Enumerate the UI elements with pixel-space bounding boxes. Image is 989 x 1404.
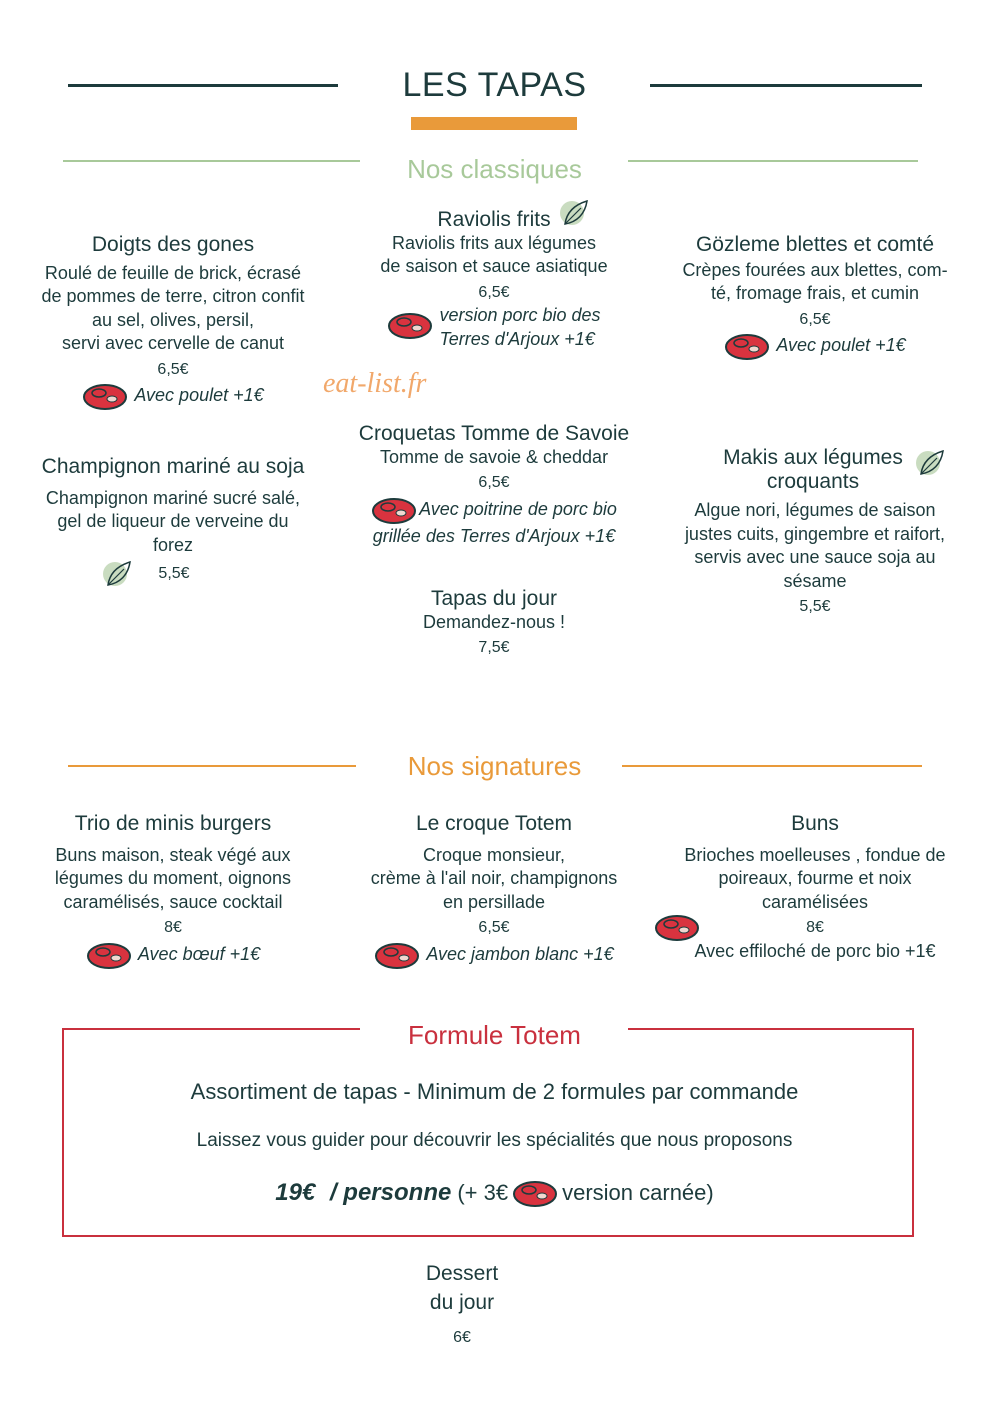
item-buns (660, 812, 970, 963)
item-desc-line: caramélisés, sauce cocktail (63, 891, 283, 912)
item-price: 7,5€ (478, 639, 510, 656)
item-price: 6€ (453, 1329, 471, 1346)
meat-icon (387, 310, 433, 340)
item-name-line: Dessert (425, 1262, 499, 1285)
item-name: Croquetas Tomme de Savoie (358, 422, 630, 445)
option-text: Avec poulet +1€ (776, 335, 906, 356)
option-text: Avec poitrine de porc bio (419, 498, 617, 519)
item-tapas-du-jour (360, 587, 628, 660)
item-desc-line: de pommes de terre, citron confit (41, 286, 305, 306)
item-desc-line: Buns maison, steak végé aux (55, 844, 291, 865)
item-price: 6,5€ (157, 360, 189, 378)
item-option (340, 940, 648, 970)
item-name (660, 446, 970, 493)
item-doigts-des-gones (20, 233, 326, 411)
meat-icon (371, 495, 417, 525)
item-desc-line: Roulé de feuille de brick, écrasé (44, 262, 302, 283)
item-croquetas (340, 422, 648, 548)
classiques-title: Nos classiques (407, 154, 582, 184)
vegetarian-leaf-icon (557, 196, 591, 230)
item-desc-line: Raviolis frits aux légumes (391, 232, 597, 253)
item-price: 8€ (806, 919, 824, 936)
item-desc-line: té, fromage frais, et cumin (710, 283, 920, 303)
formule-extra-open: (+ 3€ (457, 1180, 509, 1205)
item-desc-line: servi avec cervelle de canut (61, 333, 285, 353)
item-croque-totem (340, 812, 648, 970)
option-text: grillée des Terres d'Arjoux +1€ (372, 525, 616, 546)
formule-line1: Assortiment de tapas - Minimum de 2 formules par commande (190, 1079, 799, 1104)
formule-price-row (0, 1178, 989, 1208)
option-text: Avec poulet +1€ (134, 385, 264, 406)
item-price: 8€ (164, 919, 182, 936)
item-desc-line: gel de liqueur de verveine du (57, 511, 289, 531)
option-text: Terres d'Arjoux +1€ (439, 328, 595, 349)
item-desc-line: forez (152, 534, 194, 555)
item-price: 6,5€ (478, 919, 510, 936)
watermark: eat-list.fr (323, 368, 427, 399)
vegetarian-leaf-icon (913, 446, 947, 480)
formule-title: Formule Totem (408, 1020, 581, 1050)
item-desc-line: Crèpes fourées aux blettes, com- (682, 259, 948, 280)
item-option (20, 940, 326, 970)
meat-icon (86, 940, 132, 970)
item-desc-line: Brioches moelleuses , fondue de (684, 844, 946, 865)
option-text: Avec bœuf +1€ (137, 943, 261, 964)
item-desc-line: crème à l'ail noir, champignons (370, 868, 618, 888)
item-desc-line: de saison et sauce asiatique (380, 256, 608, 276)
item-name: Doigts des gones (91, 233, 255, 256)
item-desc-line: Demandez-nous ! (422, 611, 566, 632)
item-price-row (0, 557, 326, 591)
signatures-title: Nos signatures (407, 751, 582, 781)
item-raviolis-frits (360, 208, 628, 351)
item-name: Buns (791, 812, 839, 835)
item-trio-burgers (20, 812, 326, 970)
item-price: 6,5€ (799, 310, 831, 328)
meat-icon (512, 1178, 558, 1208)
meat-icon (654, 912, 700, 942)
item-option (20, 381, 326, 411)
item-desc-line: Tomme de savoie & cheddar (379, 446, 609, 467)
item-name: Gözleme blettes et comté (695, 233, 935, 256)
formule-per: / personne (323, 1179, 452, 1206)
formule-price: 19€ (275, 1179, 316, 1206)
item-desc-line: en persillade (442, 891, 546, 912)
item-name: Le croque Totem (415, 812, 573, 835)
option-text: Avec jambon blanc +1€ (426, 943, 614, 964)
item-desc-line: sésame (783, 570, 847, 591)
meat-icon (82, 381, 128, 411)
item-name: Trio de minis burgers (74, 812, 272, 835)
title-underline (411, 117, 577, 130)
item-name-line: Makis aux légumes (723, 446, 903, 469)
item-desc-line: Algue nori, légumes de saison (694, 500, 936, 520)
item-desc-line: au sel, olives, persil, (91, 309, 255, 330)
option-text: version porc bio des (439, 305, 601, 325)
item-name (360, 208, 628, 232)
item-price: 5,5€ (158, 565, 190, 583)
item-name: Tapas du jour (430, 587, 558, 610)
item-desc-line: poireaux, fourme et noix (718, 868, 912, 888)
item-desc-line: Champignon mariné sucré salé, (45, 487, 301, 508)
item-name-line: du jour (429, 1291, 495, 1314)
item-champignon (20, 455, 326, 591)
item-dessert-du-jour (362, 1259, 562, 1352)
item-option (660, 331, 970, 361)
item-option-text: Avec effiloché de porc bio +1€ (694, 940, 936, 961)
item-price: 5,5€ (799, 598, 831, 615)
meat-icon (724, 331, 770, 361)
formule-extra-close: version carnée) (562, 1180, 714, 1205)
item-desc-line: Croque monsieur, (422, 844, 566, 865)
page-title: LES TAPAS (402, 66, 587, 104)
item-desc-line: servis avec une sauce soja au (694, 547, 936, 567)
formule-line2: Laissez vous guider pour découvrir les spécialités que nous proposons (196, 1130, 793, 1151)
item-option (340, 495, 648, 525)
vegetarian-leaf-icon (100, 557, 134, 591)
item-price: 6,5€ (478, 283, 510, 301)
item-desc-line: justes cuits, gingembre et raifort, (684, 523, 946, 544)
item-name-line: croquants (766, 469, 860, 493)
item-name: Champignon mariné au soja (41, 455, 305, 478)
item-gozleme (660, 233, 970, 361)
item-name-text: Raviolis frits (437, 208, 551, 231)
item-makis (660, 446, 970, 619)
meat-icon (374, 940, 420, 970)
item-desc-line: légumes du moment, oignons (54, 868, 292, 888)
item-desc-line: caramélisées (761, 891, 869, 912)
item-price: 6,5€ (478, 474, 510, 491)
item-option (360, 304, 628, 351)
